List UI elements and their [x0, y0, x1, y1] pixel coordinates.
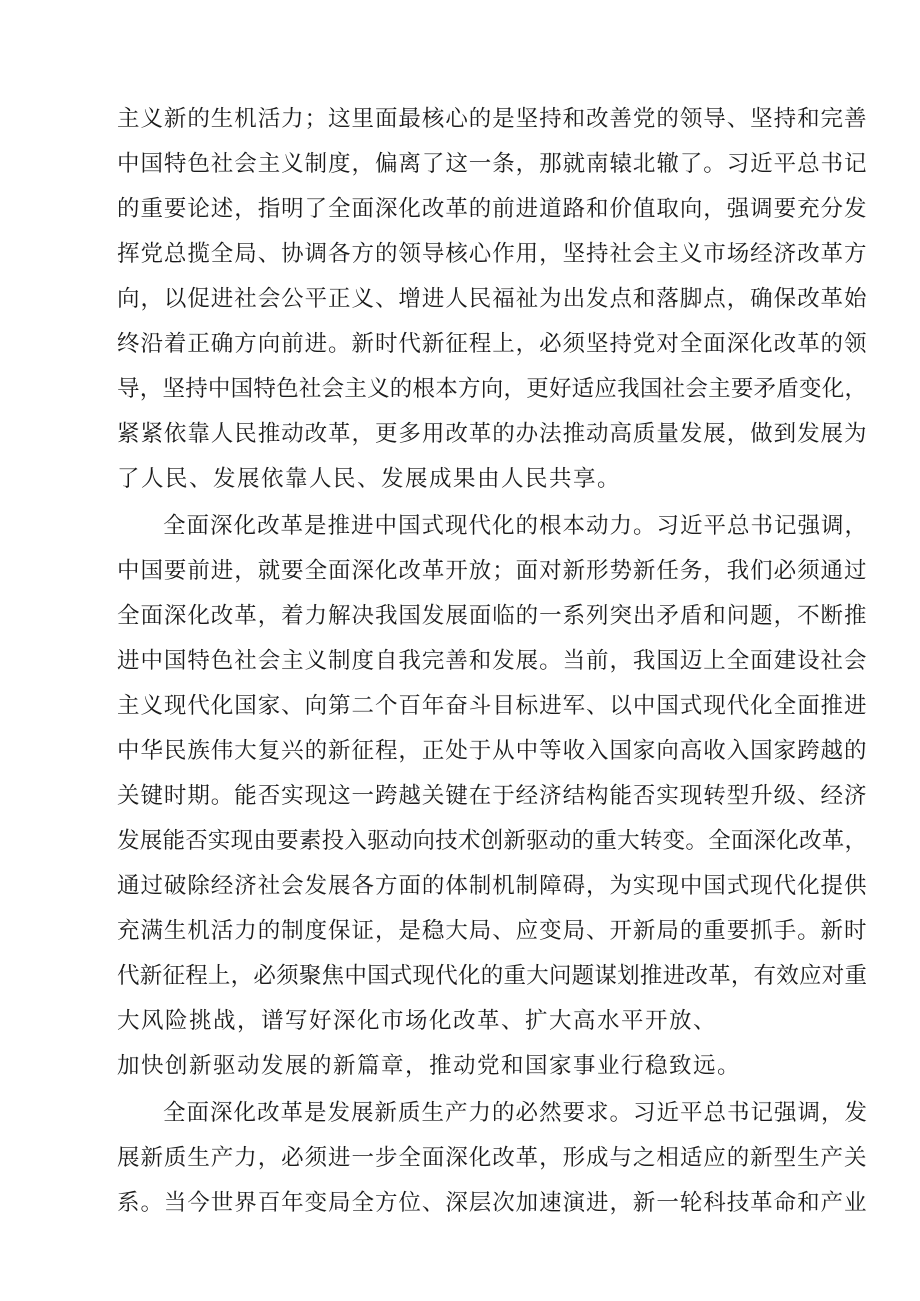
text-line: 导，坚持中国特色社会主义的根本方向，更好适应我国社会主要矛盾变化， [117, 376, 867, 402]
text-line: 的重要论述，指明了全面深化改革的前进道路和价值取向，强调要充分发 [117, 196, 867, 222]
text-line: 主义现代化国家、向第二个百年奋斗目标进军、以中国式现代化全面推进 [117, 693, 867, 719]
paragraph-first-line: 全面深化改革是发展新质生产力的必然要求。习近平总书记强调，发 [163, 1100, 869, 1126]
text-line: 中国特色社会主义制度，偏离了这一条，那就南辕北辙了。习近平总书记 [117, 151, 867, 177]
text-line: 通过破除经济社会发展各方面的体制机制障碍，为实现中国式现代化提供 [117, 873, 867, 899]
text-line: 展新质生产力，必须进一步全面深化改革，形成与之相适应的新型生产关 [117, 1145, 867, 1171]
text-line: 向，以促进社会公平正义、增进人民福祉为出发点和落脚点，确保改革始 [117, 286, 867, 312]
text-line: 了人民、发展依靠人民、发展成果由人民共享。 [117, 466, 622, 492]
text-line: 全面深化改革，着力解决我国发展面临的一系列突出矛盾和问题，不断推 [117, 603, 867, 629]
text-line: 大风险挑战，谱写好深化市场化改革、扩大高水平开放、 [117, 1008, 718, 1034]
text-line: 中华民族伟大复兴的新征程，正处于从中等收入国家向高收入国家跨越的 [117, 738, 867, 764]
text-line: 挥党总揽全局、协调各方的领导核心作用，坚持社会主义市场经济改革方 [117, 241, 867, 267]
text-line: 发展能否实现由要素投入驱动向技术创新驱动的重大转变。全面深化改革， [117, 828, 867, 854]
text-line: 代新征程上，必须聚焦中国式现代化的重大问题谋划推进改革，有效应对重 [117, 963, 867, 989]
paragraph-first-line: 全面深化改革是推进中国式现代化的根本动力。习近平总书记强调， [163, 513, 869, 539]
text-line: 系。当今世界百年变局全方位、深层次加速演进，新一轮科技革命和产业 [117, 1190, 867, 1216]
text-line: 进中国特色社会主义制度自我完善和发展。当前，我国迈上全面建设社会 [117, 648, 867, 674]
text-line: 紧紧依靠人民推动改革，更多用改革的办法推动高质量发展，做到发展为 [117, 421, 867, 447]
text-line: 加快创新驱动发展的新篇章，推动党和国家事业行稳致远。 [117, 1053, 742, 1079]
text-line: 关键时期。能否实现这一跨越关键在于经济结构能否实现转型升级、经济 [117, 783, 867, 809]
text-line: 充满生机活力的制度保证，是稳大局、应变局、开新局的重要抓手。新时 [117, 918, 867, 944]
text-line: 中国要前进，就要全面深化改革开放；面对新形势新任务，我们必须通过 [117, 558, 867, 584]
text-line: 终沿着正确方向前进。新时代新征程上，必须坚持党对全面深化改革的领 [117, 331, 867, 357]
text-line: 主义新的生机活力；这里面最核心的是坚持和改善党的领导、坚持和完善 [117, 106, 867, 132]
